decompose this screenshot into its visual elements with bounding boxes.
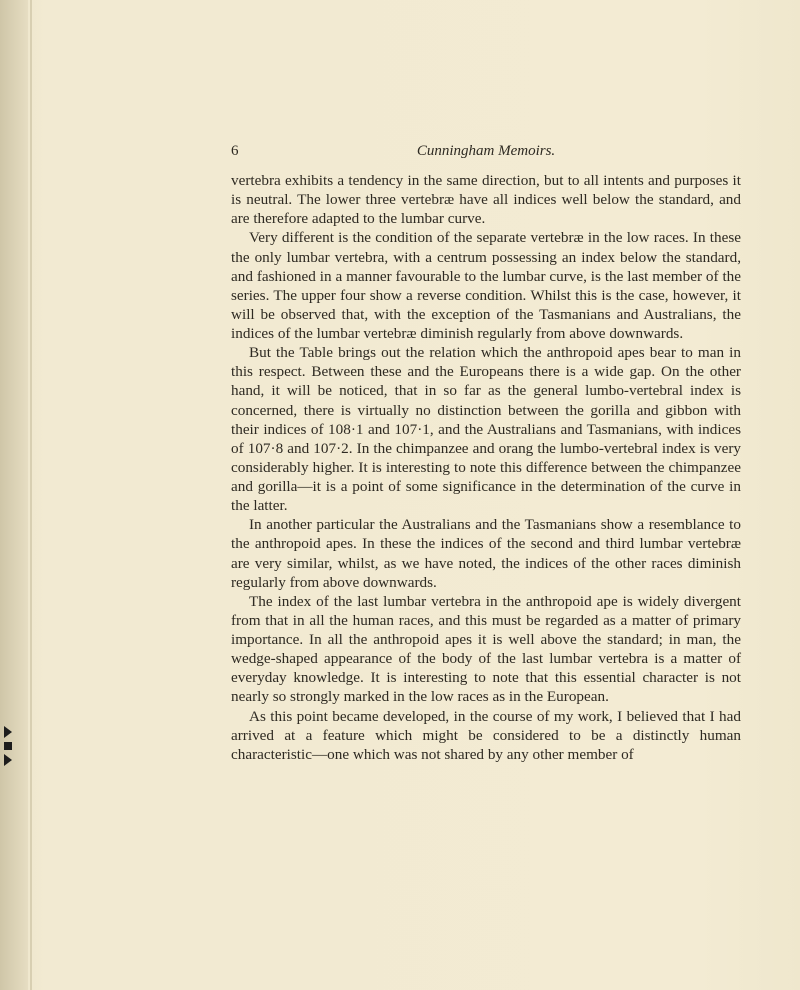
page-number: 6	[231, 143, 239, 159]
paragraph: Very different is the condition of the separate vertebræ in the low races. In these the only lumbar vertebra, with a centrum possessing an index below the standard, and fashioned in a manner favourable to the lumbar curve, is the last member of the series. The upper four show a reverse condition. Whilst this is the case, however, it will be observed that, with the exception of the Tasmanians and Australians, the indices of the lumbar vertebræ diminish regularly from above downwards.	[231, 229, 741, 342]
binding-gutter	[0, 0, 28, 990]
paragraph: In another particular the Australians and the Tasmanians show a resemblance to the anthropoid apes. In these the indices of the second and third lumbar vertebræ are very similar, whilst, as we have noted, the indices of the other races diminish regularly from above downwards.	[231, 516, 741, 591]
binding-edge	[30, 0, 32, 990]
running-title: Cunningham Memoirs.	[416, 143, 556, 159]
paragraph: As this point became developed, in the course of my work, I believed that I had arrived at a feature which might be considered to be a distinctly human characteristic—one which was not shared by any other member of	[231, 707, 741, 763]
paragraph: vertebra exhibits a tendency in the same direction, but to all intents and purposes it is neutral. The lower three vertebræ have all indices well below the standard, and are therefore adapted to the lumbar curve.	[231, 172, 741, 228]
running-header	[231, 143, 741, 165]
margin-mark-icon	[2, 724, 14, 768]
body-text	[231, 171, 741, 764]
paragraph: But the Table brings out the relation which the anthropoid apes bear to man in this respect. Between these and the Europeans there is a wide gap. On the other hand, it will be noticed, that in so far as the general lumbo-vertebral index is concerned, there is virtually no distinction between the gorilla and gibbon with their indices of 108·1 and 107·1, and the Australians and Tasmanians, with indices of 107·8 and 107·2. In the chimpanzee and orang the lumbo-vertebral index is very considerably higher. It is interesting to note this difference between the chimpanzee and gorilla—it is a point of some significance in the determination of the curve in the latter.	[231, 344, 741, 515]
paragraph: The index of the last lumbar vertebra in the anthropoid ape is widely divergent from that in all the human races, and this must be regarded as a matter of primary importance. In all the anthropoid apes it is well above the standard; in man, the wedge-shaped appearance of the body of the last lumbar vertebra is a matter of everyday knowledge. It is interesting to note that this essential character is not nearly so strongly marked in the low races as in the European.	[231, 592, 741, 706]
